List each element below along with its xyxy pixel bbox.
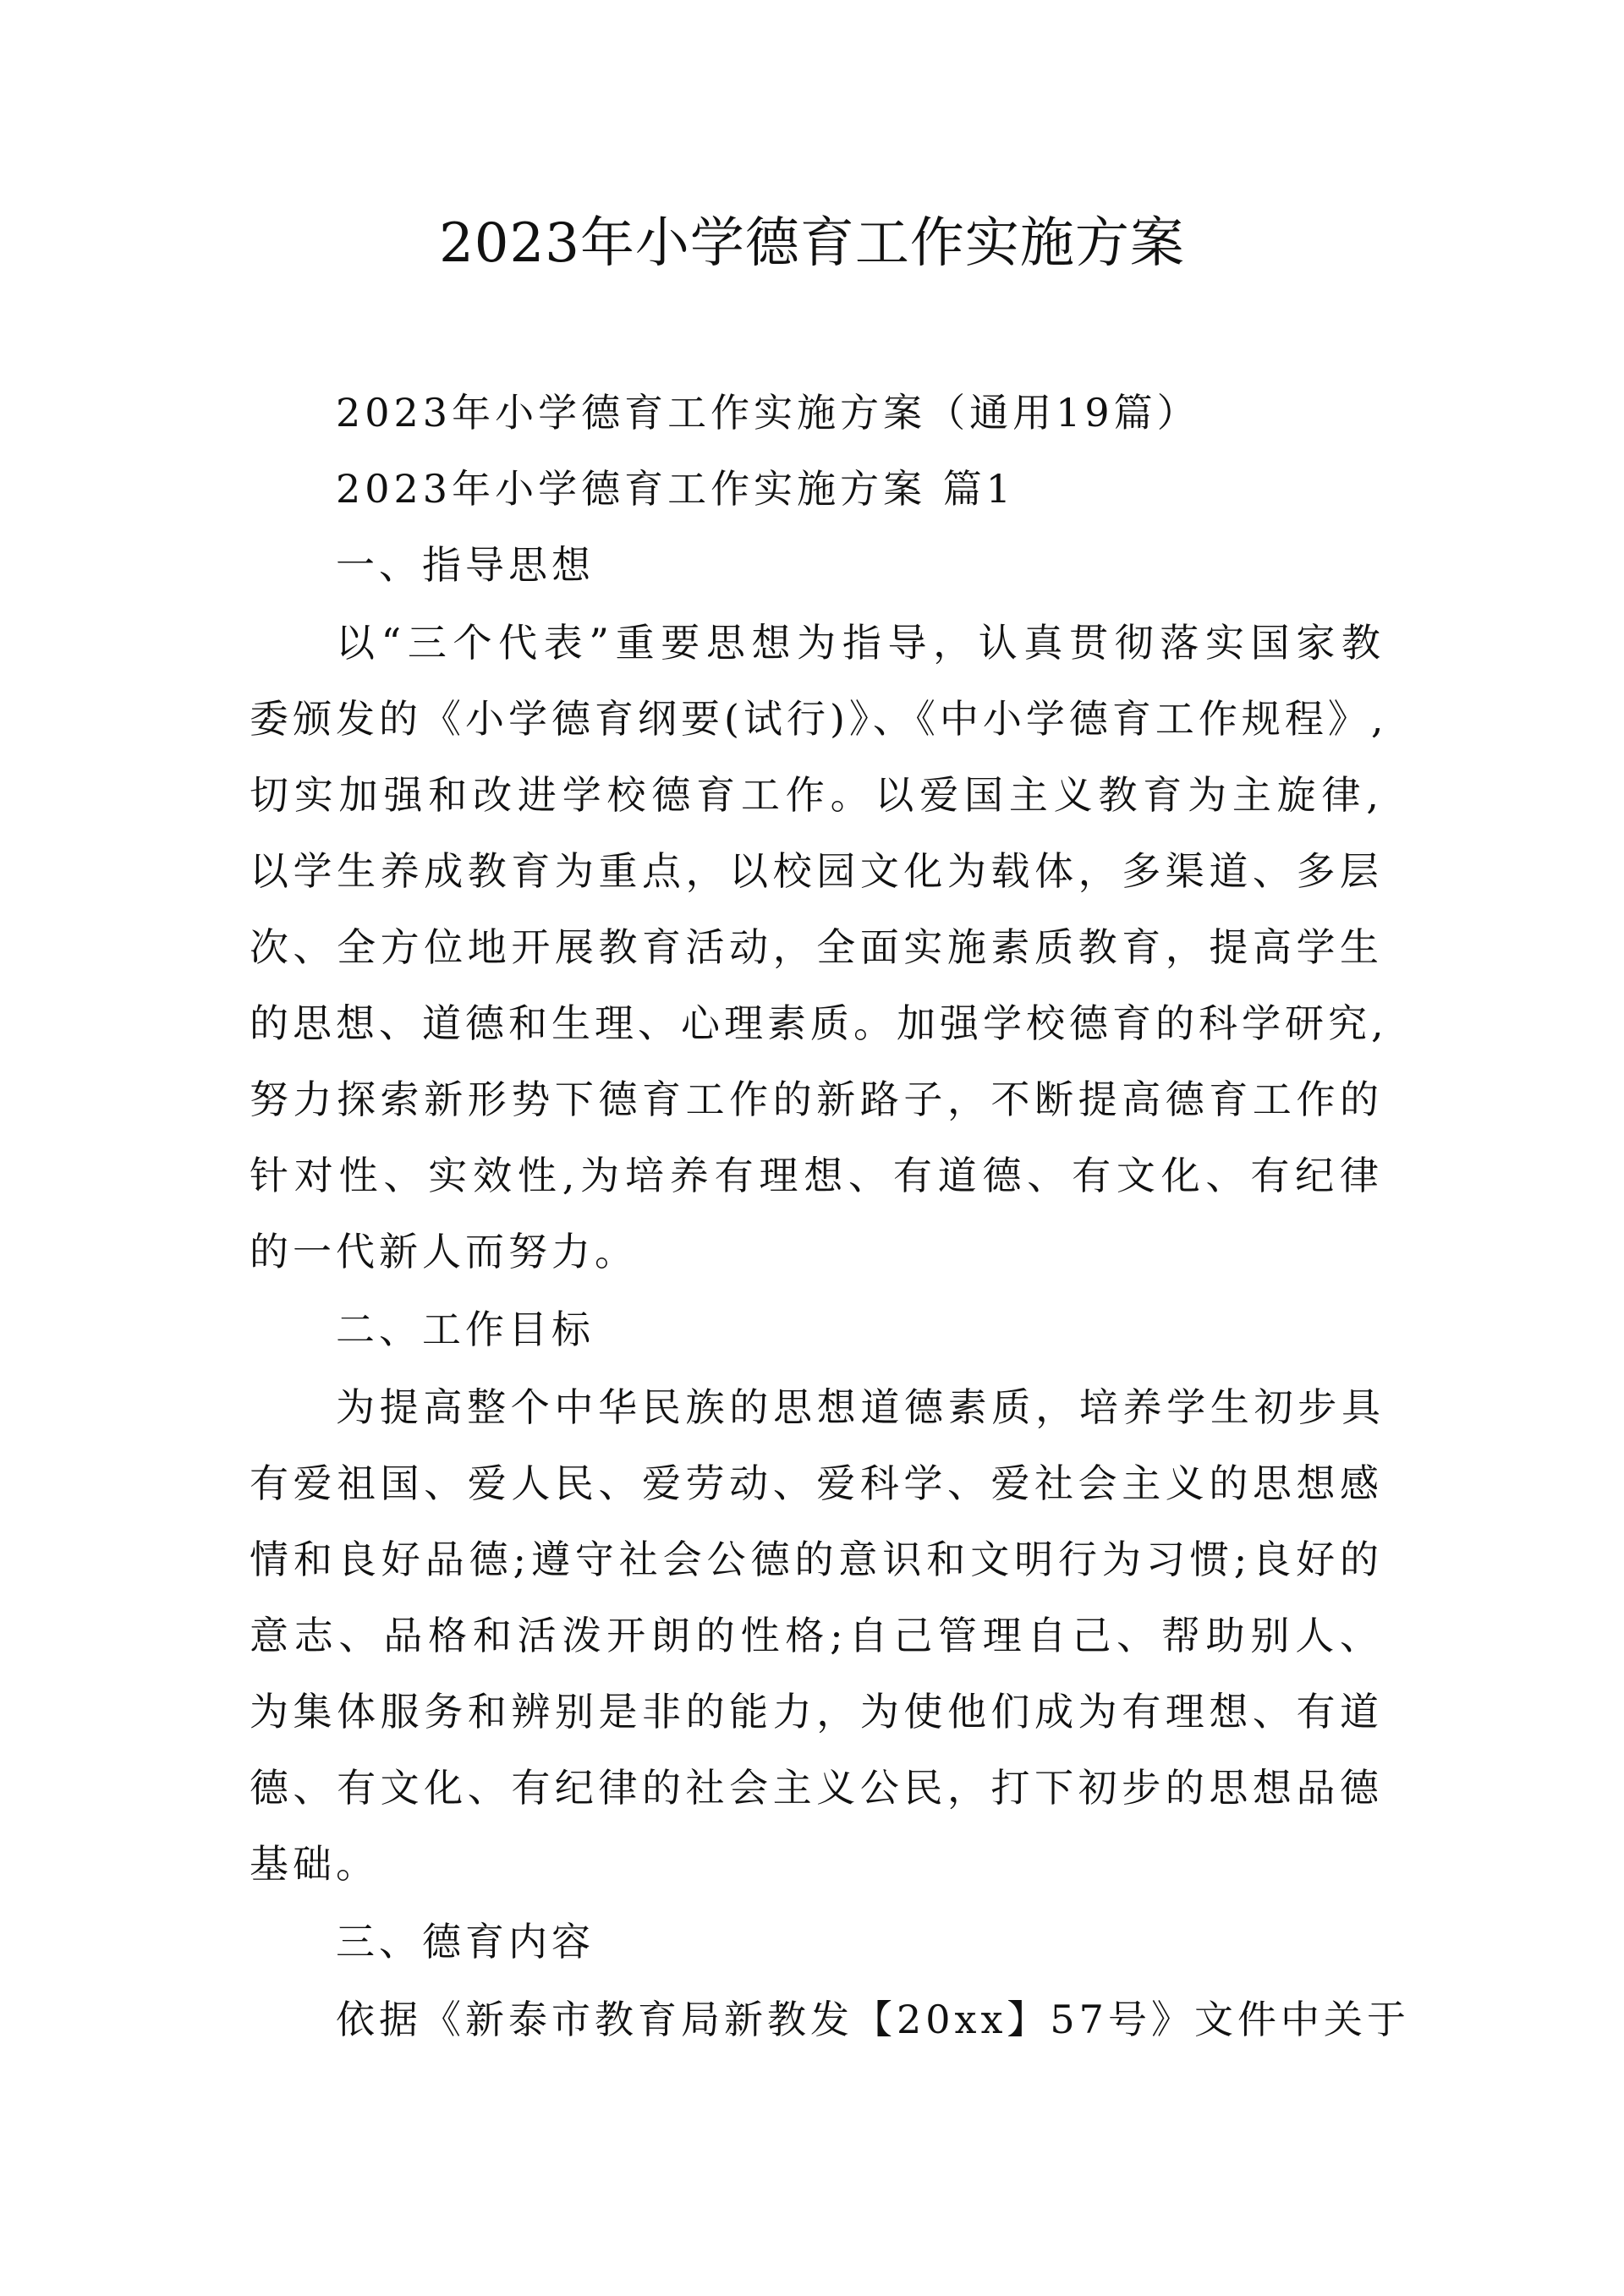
document-title: 2023年小学德育工作实施方案	[439, 212, 1185, 275]
part2-line: 为集体服务和辨别是非的能力，为使他们成为有理想、有道	[250, 1689, 1383, 1734]
part1-line: 以“三个代表”重要思想为指导，认真贯彻落实国家教	[336, 620, 1385, 666]
part1-line: 努力探索新形势下德育工作的新路子，不断提高德育工作的	[250, 1077, 1383, 1122]
part2-line: 基础。	[250, 1841, 379, 1887]
part1-line: 以学生养成教育为重点，以校园文化为载体，多渠道、多层	[250, 848, 1383, 894]
part3-heading: 三、德育内容	[336, 1919, 595, 1964]
part2-heading: 二、工作目标	[336, 1307, 595, 1352]
part1-line: 委颁发的《小学德育纲要(试行)》、《中小学德育工作规程》,	[250, 696, 1388, 742]
part2-line: 有爱祖国、爱人民、爱劳动、爱科学、爱社会主义的思想感	[250, 1460, 1383, 1506]
part2-line: 德、有文化、有纪律的社会主义公民，打下初步的思想品德	[250, 1765, 1383, 1811]
part1-line: 次、全方位地开展教育活动，全面实施素质教育，提高学生	[250, 924, 1383, 970]
document-subtitle: 2023年小学德育工作实施方案（通用19篇）	[336, 390, 1200, 436]
part2-line: 情和良好品德;遵守社会公德的意识和文明行为习惯;良好的	[250, 1537, 1383, 1582]
part2-line: 意志、品格和活泼开朗的性格;自己管理自己、帮助别人、	[250, 1613, 1383, 1658]
part1-line: 针对性、实效性,为培养有理想、有道德、有文化、有纪律	[250, 1153, 1383, 1198]
part1-heading: 一、指导思想	[336, 542, 595, 588]
part3-line: 依据《新泰市教育局新教发【20xx】57号》文件中关于	[336, 1997, 1410, 2042]
part1-line: 切实加强和改进学校德育工作。以爱国主义教育为主旋律,	[250, 772, 1383, 818]
section-heading: 2023年小学德育工作实施方案 篇1	[336, 466, 1015, 512]
part2-line: 为提高整个中华民族的思想道德素质，培养学生初步具	[336, 1384, 1385, 1430]
part1-line: 的思想、道德和生理、心理素质。加强学校德育的科学研究,	[250, 1000, 1388, 1046]
part1-line: 的一代新人而努力。	[250, 1229, 638, 1274]
